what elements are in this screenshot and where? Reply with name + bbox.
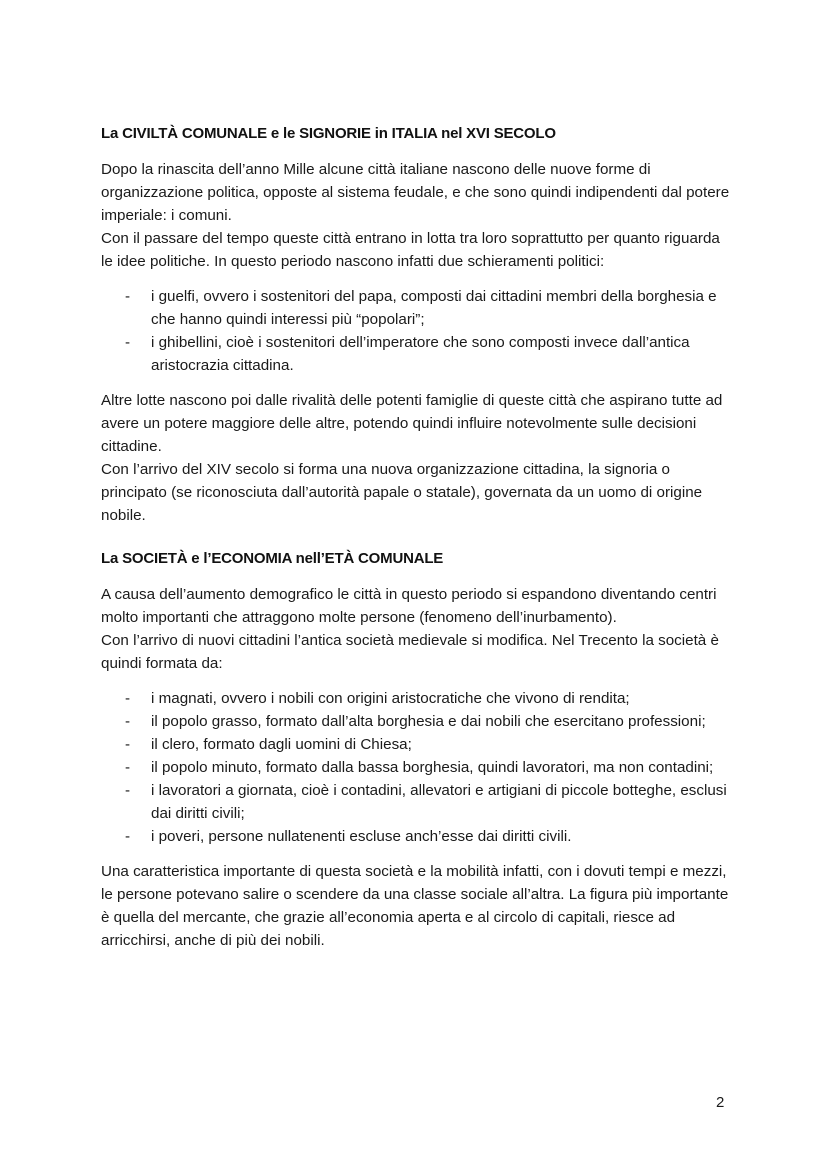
list-item-text: i ghibellini, cioè i sostenitori dell’imperatore che sono composti invece dall’antica aristocrazia cittadina. (151, 334, 690, 374)
bullet-marker: - (125, 736, 131, 753)
list-item-text: il popolo minuto, formato dalla bassa borghesia, quindi lavoratori, ma non contadini; (151, 759, 714, 776)
paragraph: Dopo la rinascita dell’anno Mille alcune città italiane nascono delle nuove forme di organizzazione politica, opposte al sistema feudale, e che sono quindi indipendenti dal potere imperiale: i comuni. (101, 161, 730, 224)
section-heading: La SOCIETÀ e l’ECONOMIA nell’ETÀ COMUNALE (101, 550, 444, 567)
paragraph: Altre lotte nascono poi dalle rivalità delle potenti famiglie di queste città che aspirano tutte ad avere un potere maggiore delle altre, potendo quindi influire notevolmente sulle decisioni cittadine. (101, 392, 723, 455)
list-item (101, 687, 731, 710)
bullet-marker: - (125, 288, 131, 305)
paragraph: A causa dell’aumento demografico le città in questo periodo si espandono diventando centri molto importanti che attraggono molte persone (fenomeno dell’inurbamento). (101, 586, 717, 626)
bullet-marker: - (125, 713, 131, 730)
bullet-marker: - (125, 828, 131, 845)
list-item-text: i magnati, ovvero i nobili con origini aristocratiche che vivono di rendita; (151, 690, 630, 707)
section-heading: La CIVILTÀ COMUNALE e le SIGNORIE in ITALIA nel XVI SECOLO (101, 125, 556, 142)
list-item (101, 779, 731, 825)
bullet-marker: - (125, 334, 131, 351)
bullet-marker: - (125, 690, 131, 707)
document-page (101, 122, 731, 952)
list-item (101, 285, 731, 331)
list-item-text: il clero, formato dagli uomini di Chiesa; (151, 736, 412, 753)
list-item (101, 710, 731, 733)
list-item (101, 825, 731, 848)
paragraph: Con l’arrivo di nuovi cittadini l’antica società medievale si modifica. Nel Trecento la società è quindi formata da: (101, 632, 719, 672)
bullet-marker: - (125, 759, 131, 776)
list-item-text: i guelfi, ovvero i sostenitori del papa, composti dai cittadini membri della borghesia e che hanno quindi interessi più “popolari”; (151, 288, 717, 328)
list-item (101, 733, 731, 756)
list-item (101, 756, 731, 779)
paragraph: Una caratteristica importante di questa società e la mobilità infatti, con i dovuti tempi e mezzi, le persone potevano salire o scendere da una classe sociale all’altra. La figura più importante è quella del mercante, che grazie all’economia aperta e al circolo di capitali, riesce ad arricchirsi, anche di più dei nobili. (101, 863, 729, 949)
bullet-list (101, 687, 731, 848)
list-item (101, 331, 731, 377)
paragraph: Con il passare del tempo queste città entrano in lotta tra loro soprattutto per quanto riguarda le idee politiche. In questo periodo nascono infatti due schieramenti politici: (101, 230, 720, 270)
page-number: 2 (716, 1094, 725, 1111)
bullet-marker: - (125, 782, 131, 799)
paragraph: Con l’arrivo del XIV secolo si forma una nuova organizzazione cittadina, la signoria o principato (se riconosciuta dall’autorità papale o statale), governata da un uomo di origine nobile. (101, 461, 703, 524)
list-item-text: i poveri, persone nullatenenti escluse anch’esse dai diritti civili. (151, 828, 572, 845)
list-item-text: i lavoratori a giornata, cioè i contadini, allevatori e artigiani di piccole botteghe, esclusi dai diritti civili; (151, 782, 727, 822)
bullet-list (101, 285, 731, 377)
list-item-text: il popolo grasso, formato dall’alta borghesia e dai nobili che esercitano professioni; (151, 713, 706, 730)
